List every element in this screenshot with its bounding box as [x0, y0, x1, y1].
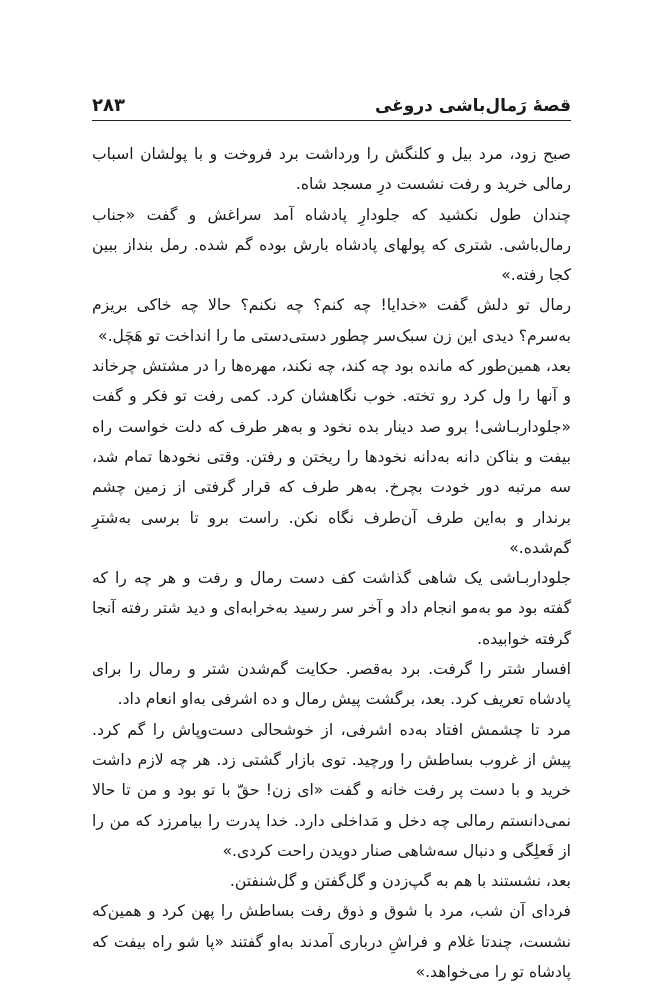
paragraph-3: رمال تو دلش گفت «خدایا! چه کنم؟ چه نکنم؟ حالا چه خاکی بریزم به‌سرم؟ دیدی این زن سبک‌سر چطور دستی‌دستی ما را انداخت تو هَچَل.»	[92, 296, 571, 345]
paragraph-6: افسار شتر را گرفت. برد به‌قصر. حکایت گم‌شدن شتر و رمال را برای پادشاه تعریف کرد. بعد، برگشت پیش رمال و ده اشرفی به‌او انعام داد.	[92, 660, 571, 709]
page-number: ۲۸۳	[92, 95, 125, 116]
paragraph-2: چندان طول نکشید که جلودارِ پادشاه آمد سراغش و گفت «جناب رمال‌باشی. شتری که پولهای پادشاه بارش بوده گم شده. رمل بنداز ببین کجا رفته.»	[92, 205, 571, 285]
paragraph-4: بعد، همین‌طور که مانده بود چه کند، چه نکند، مهره‌ها را در مشتش چرخاند و آنها را ول کرد رو تخته. خوب نگاهشان کرد. کمی رفت تو فکر و گفت «جلوداربـاشی! برو صد دینار بده نخود و به‌هر طرف که دلت خواست راه بیفت و بناکن دانه به‌دانه نخودها را ریختن و رفتن. وقتی نخودها تمام شد، سه مرتبه دور خودت بچرخ. به‌هر طرف که قرار گرفتی از زمین چشم برندار و به‌این طرف آن‌طرف نگاه نکن. راست برو تا برسی به‌شترِ گم‌شده.»	[92, 357, 571, 557]
page-header	[92, 86, 571, 121]
paragraph-5: جلوداربـاشی یک شاهی گذاشت کف دست رمال و رفت و هر چه را که گفته بود مو به‌مو انجام داد و آخر سر رسید به‌خرابه‌ای و دید شتر رفته آنجا گرفته خوابیده.	[92, 569, 571, 648]
running-title: قصهٔ رَمال‌باشی دروغی	[374, 96, 571, 116]
paragraph-9: فردای آن شب، مرد با شوق و ذوق رفت بساطش را پهن کرد و همین‌که نشست، چندتا غلام و فراشِ درباری آمدند به‌او گفتند «پا شو راه بیفت که پادشاه تو را می‌خواهد.»	[92, 902, 571, 982]
paragraph-8: بعد، نشستند با هم به گپ‌زدن و گل‌گفتن و گل‌شنفتن.	[229, 872, 571, 891]
body-text	[92, 139, 571, 987]
paragraph-1: صبح زود، مرد بیل و کلنگش را ورداشت برد فروخت و با پولشان اسباب رمالی خرید و رفت نشست درِ مسجد شاه.	[92, 145, 571, 194]
paragraph-7: مرد تا چشمش افتاد به‌ده اشرفی، از خوشحالی دست‌وپاش را گم کرد. پیش از غروب بساطش را ورچید. توی بازار گشتی زد. هر چه لازم داشت خرید و با دست پر رفت خانه و گفت «ای زن! حقّ با تو بود و من تا حالا نمی‌دانستم رمالی چه دخل و مَداخلی دارد. خدا پدرت را بیامرزد که من را از فَعلِگی و دنبال سه‌شاهی صنار دویدن راحت کردی.»	[92, 720, 571, 860]
